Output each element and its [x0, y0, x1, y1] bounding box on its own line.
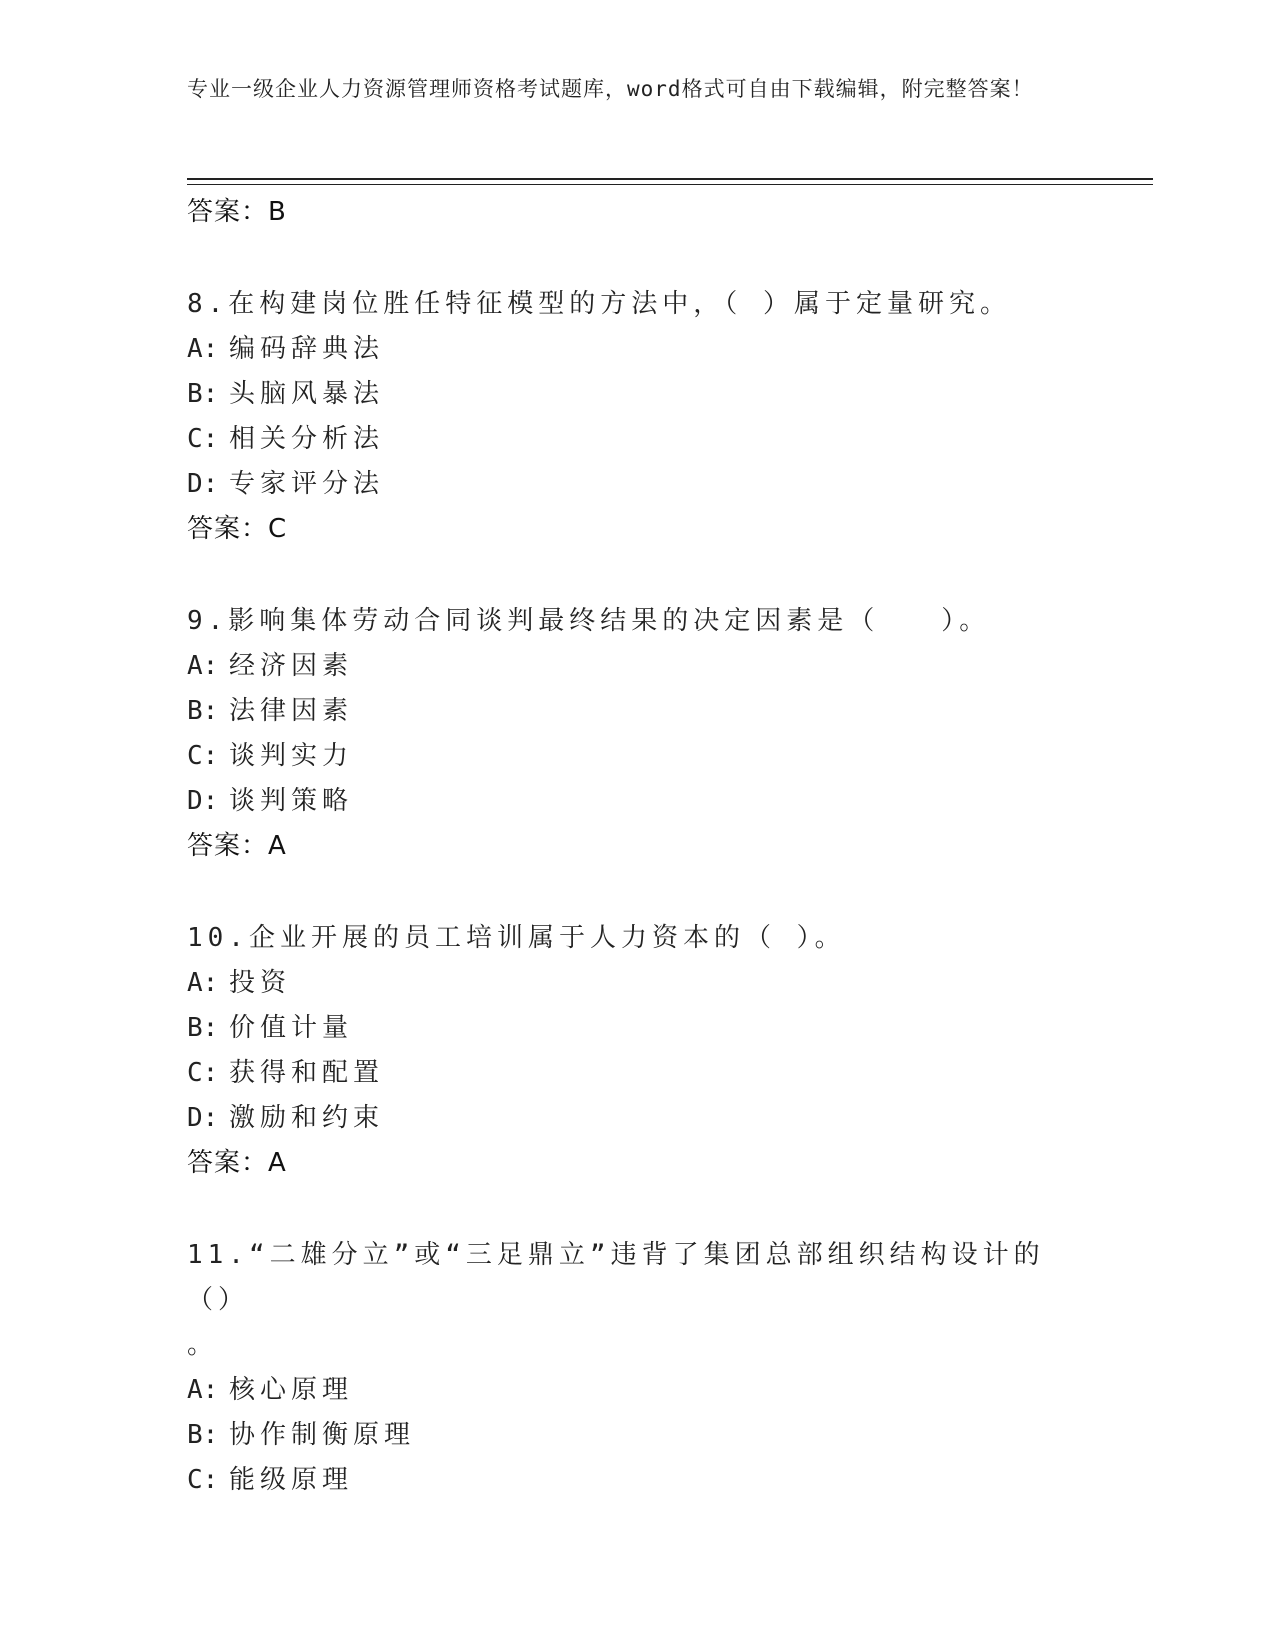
- answer-label: 答案：: [187, 1148, 269, 1178]
- option-text: 价值计量: [229, 1013, 354, 1043]
- option-key: A:: [187, 334, 219, 364]
- option-text: 法律因素: [229, 696, 354, 726]
- header-divider: [187, 178, 1153, 180]
- option-key: C:: [187, 1058, 219, 1088]
- option-text: 能级原理: [229, 1465, 354, 1495]
- option-a: [187, 327, 1087, 372]
- option-key: C:: [187, 741, 219, 771]
- answer-line: [187, 824, 1087, 868]
- option-key: A:: [187, 1375, 219, 1405]
- option-text: 头脑风暴法: [229, 379, 385, 409]
- option-a: [187, 961, 1087, 1006]
- option-key: D:: [187, 786, 219, 816]
- question-stem: 8.在构建岗位胜任特征模型的方法中，（ ）属于定量研究。: [187, 289, 1011, 319]
- option-a: [187, 644, 1087, 689]
- question-block: [187, 916, 1087, 1185]
- question-stem: 11.“二雄分立”或“三足鼎立”违背了集团总部组织结构设计的（）: [187, 1240, 1045, 1315]
- answer-line: [187, 507, 1087, 551]
- option-key: A:: [187, 968, 219, 998]
- option-key: B:: [187, 379, 219, 409]
- option-text: 谈判实力: [229, 741, 354, 771]
- option-key: D:: [187, 1103, 219, 1133]
- option-key: C:: [187, 1465, 219, 1495]
- option-c: [187, 734, 1087, 779]
- answer-label: 答案：: [187, 514, 269, 544]
- answer-line: [187, 190, 1087, 234]
- answer-label: 答案：: [187, 831, 269, 861]
- option-key: B:: [187, 1013, 219, 1043]
- option-text: 经济因素: [229, 651, 354, 681]
- answer-value: B: [268, 197, 287, 227]
- option-text: 协作制衡原理: [229, 1420, 416, 1450]
- spacer: [187, 868, 1087, 916]
- question-block: [187, 282, 1087, 551]
- option-c: [187, 417, 1087, 462]
- spacer: [187, 551, 1087, 599]
- question-stem: 9.影响集体劳动合同谈判最终结果的决定因素是（ ）。: [187, 606, 991, 636]
- option-key: C:: [187, 424, 219, 454]
- option-key: B:: [187, 1420, 219, 1450]
- option-text: 编码辞典法: [229, 334, 385, 364]
- option-text: 核心原理: [229, 1375, 354, 1405]
- spacer: [187, 234, 1087, 282]
- answer-value: C: [268, 514, 288, 544]
- option-b: [187, 1413, 1087, 1458]
- question-block: [187, 1233, 1087, 1503]
- question-block: [187, 599, 1087, 868]
- option-d: [187, 779, 1087, 824]
- answer-line: [187, 1141, 1087, 1185]
- option-text: 专家评分法: [229, 469, 385, 499]
- option-key: A:: [187, 651, 219, 681]
- option-b: [187, 689, 1087, 734]
- spacer: [187, 1185, 1087, 1233]
- option-text: 获得和配置: [229, 1058, 385, 1088]
- answer-value: A: [268, 831, 287, 861]
- option-b: [187, 372, 1087, 417]
- document-header: 专业一级企业人力资源管理师资格考试题库，word格式可自由下载编辑，附完整答案！: [187, 77, 1034, 101]
- option-text: 谈判策略: [229, 786, 354, 816]
- option-a: [187, 1368, 1087, 1413]
- option-d: [187, 462, 1087, 507]
- option-c: [187, 1051, 1087, 1096]
- document-body: [187, 190, 1087, 1503]
- question-stem-continuation: 。: [187, 1330, 219, 1360]
- answer-label: 答案：: [187, 197, 269, 227]
- option-d: [187, 1096, 1087, 1141]
- option-key: B:: [187, 696, 219, 726]
- option-b: [187, 1006, 1087, 1051]
- option-text: 激励和约束: [229, 1103, 385, 1133]
- option-text: 投资: [229, 968, 292, 998]
- option-text: 相关分析法: [229, 424, 385, 454]
- option-c: [187, 1458, 1087, 1503]
- header-divider-thin: [187, 184, 1153, 185]
- option-key: D:: [187, 469, 219, 499]
- answer-value: A: [268, 1148, 287, 1178]
- question-stem: 10.企业开展的员工培训属于人力资本的（ ）。: [187, 923, 846, 953]
